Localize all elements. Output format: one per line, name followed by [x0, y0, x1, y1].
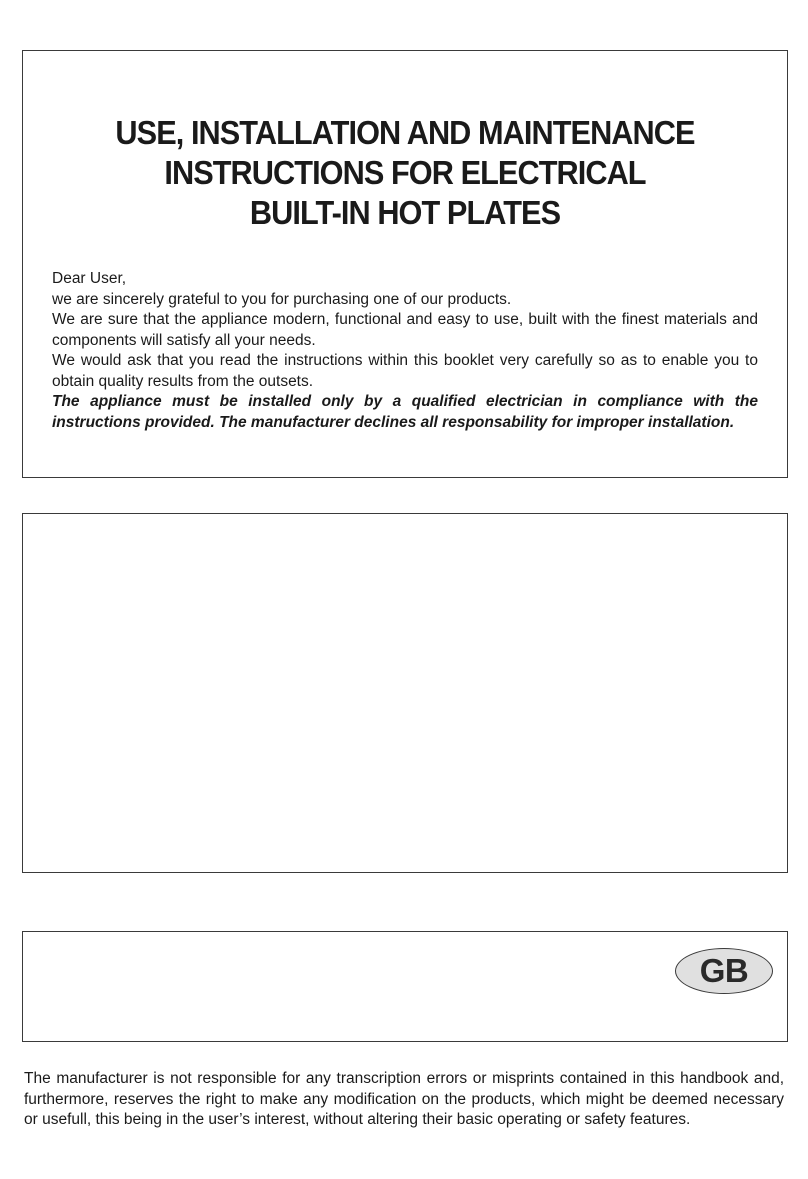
- intro-paragraph-3: We would ask that you read the instructions within this booklet very carefully so as to enable you to obtain quality results from the outsets.: [52, 352, 758, 390]
- document-title: [50, 113, 761, 233]
- manufacturer-disclaimer: The manufacturer is not responsible for any transcription errors or misprints contained in this handbook and, furthermore, reserves the right to make any modification on the products, which might be deemed necessary or usefull, this being in the user’s interest, without altering their basic operating or safety features.: [24, 1070, 784, 1128]
- title-line-2: INSTRUCTIONS FOR ELECTRICAL: [164, 154, 646, 191]
- language-badge: GB: [675, 948, 773, 994]
- greeting: Dear User,: [52, 270, 127, 287]
- installation-warning: The appliance must be installed only by a qualified electrician in compliance with the instructions provided. The manufacturer declines all responsability for improper installation.: [52, 393, 758, 431]
- title-line-3: BUILT-IN HOT PLATES: [249, 194, 561, 231]
- title-line-1: USE, INSTALLATION AND MAINTENANCE: [115, 114, 695, 151]
- intro-text: [52, 269, 758, 433]
- intro-paragraph-1: we are sincerely grateful to you for purchasing one of our products.: [52, 290, 512, 308]
- intro-paragraph-2: We are sure that the appliance modern, functional and easy to use, built with the finest materials and components will satisfy all your needs.: [52, 311, 758, 349]
- intro-box: [22, 50, 788, 478]
- language-box: [22, 931, 788, 1042]
- empty-image-box: [22, 513, 788, 873]
